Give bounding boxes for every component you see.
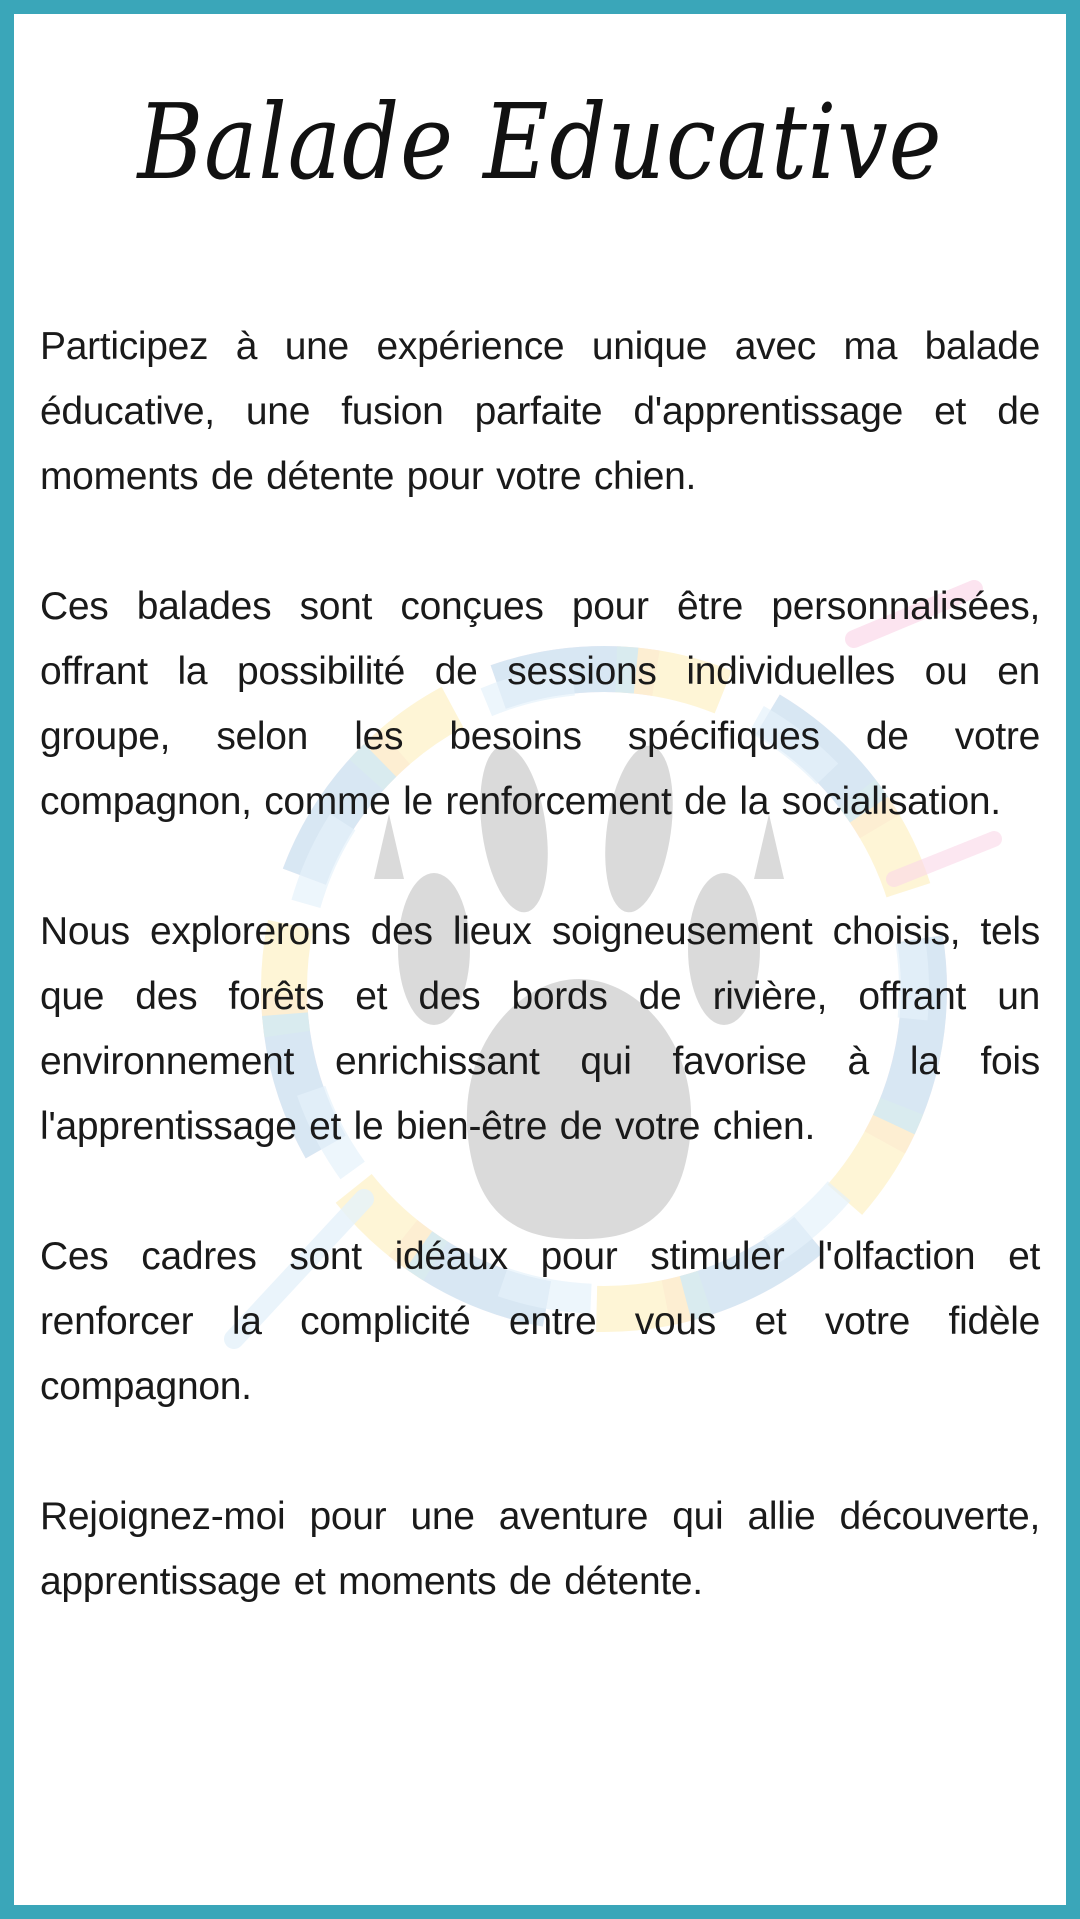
paragraph-olfaction: Ces cadres sont idéaux pour stimuler l'olfaction et renforcer la complicité entre vous et votre fidèle compagnon. xyxy=(40,1235,1040,1408)
paragraph-personalization: Ces balades sont conçues pour être personnalisées, offrant la possibilité de sessions individuelles ou en groupe, selon les besoins spécifiques de votre compagnon, comme le renforcement de la socialisation. xyxy=(40,585,1040,823)
body-text xyxy=(40,314,1040,1614)
paragraph-locations: Nous explorerons des lieux soigneusement choisis, tels que des forêts et des bords de rivière, offrant un environnement enrichissant qui favorise à la fois l'apprentissage et le bien-être de votre chien. xyxy=(40,910,1040,1148)
content-area xyxy=(14,14,1066,1614)
paragraph-intro: Participez à une expérience unique avec ma balade éducative, une fusion parfaite d'apprentissage et de moments de détente pour votre chien. xyxy=(40,325,1040,498)
paragraph-invitation: Rejoignez-moi pour une aventure qui allie découverte, apprentissage et moments de détente. xyxy=(40,1495,1040,1603)
page-title: Balade Educative xyxy=(137,81,943,203)
